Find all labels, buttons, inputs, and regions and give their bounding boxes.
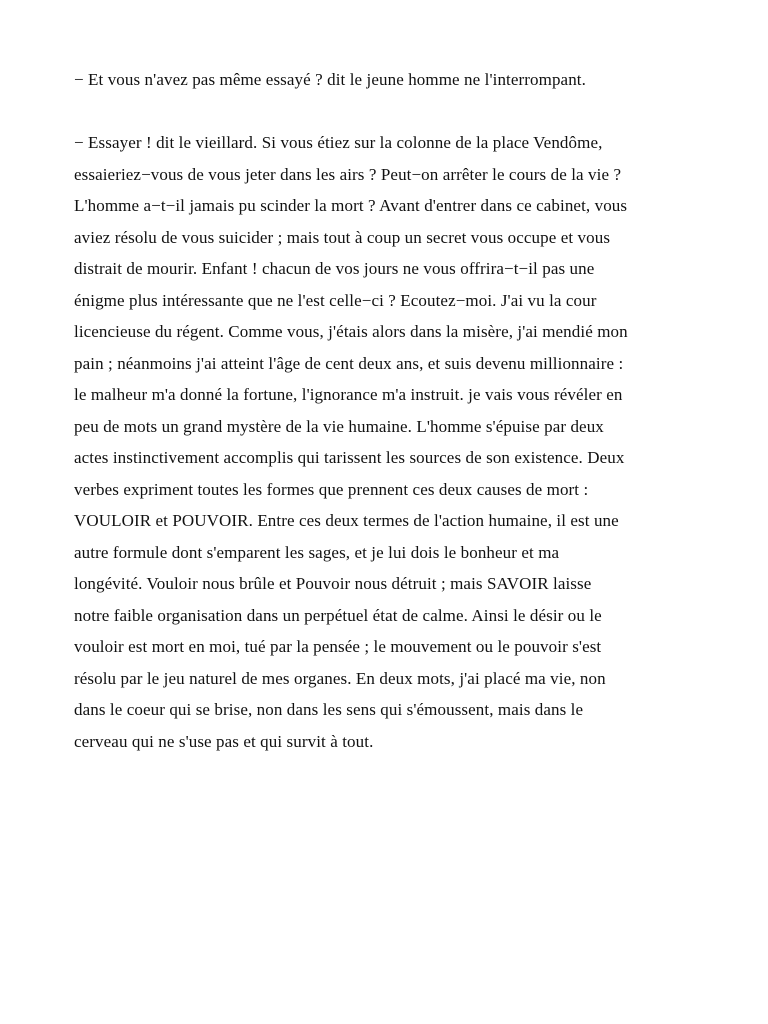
text-line: licencieuse du régent. Comme vous, j'étais alors dans la misère, j'ai mendié mon (74, 322, 628, 341)
text-line: L'homme a−t−il jamais pu scinder la mort ? Avant d'entrer dans ce cabinet, vous (74, 196, 628, 215)
text-line: longévité. Vouloir nous brûle et Pouvoir nous détruit ; mais SAVOIR laisse (74, 574, 592, 593)
text-line: actes instinctivement accomplis qui tarissent les sources de son existence. Deux (74, 448, 625, 467)
text-line: verbes expriment toutes les formes que prennent ces deux causes de mort : (74, 479, 589, 499)
text-line: aviez résolu de vous suicider ; mais tout à coup un secret vous occupe et vous (74, 227, 611, 247)
text-line: essaieriez−vous de vous jeter dans les airs ? Peut−on arrêter le cours de la vie ? (74, 164, 622, 184)
text-line: distrait de mourir. Enfant ! chacun de vos jours ne vous offrira−t−il pas une (74, 259, 595, 278)
paragraph-dialogue-question (74, 64, 714, 96)
paragraph-old-man-reply (74, 127, 714, 757)
paragraph-gap (74, 96, 714, 128)
text-line: le malheur m'a donné la fortune, l'ignorance m'a instruit. je vais vous révéler en (74, 385, 623, 404)
text-line: peu de mots un grand mystère de la vie humaine. L'homme s'épuise par deux (74, 416, 604, 436)
text-line: énigme plus intéressante que ne l'est celle−ci ? Ecoutez−moi. J'ai vu la cour (74, 290, 597, 310)
text-line: résolu par le jeu naturel de mes organes. En deux mots, j'ai placé ma vie, non (74, 668, 606, 688)
text-line: dans le coeur qui se brise, non dans les sens qui s'émoussent, mais dans le (74, 700, 584, 719)
text-line: − Essayer ! dit le vieillard. Si vous étiez sur la colonne de la place Vendôme, (74, 133, 603, 152)
text-line: pain ; néanmoins j'ai atteint l'âge de cent deux ans, et suis devenu millionnaire : (74, 353, 624, 373)
text-line: autre formule dont s'emparent les sages, et je lui dois le bonheur et ma (74, 542, 560, 562)
text-line: vouloir est mort en moi, tué par la pensée ; le mouvement ou le pouvoir s'est (74, 637, 602, 656)
text-line: notre faible organisation dans un perpétuel état de calme. Ainsi le désir ou le (74, 605, 602, 625)
text-line: − Et vous n'avez pas même essayé ? dit le jeune homme ne l'interrompant. (74, 70, 586, 89)
document-body (74, 64, 714, 757)
text-line: VOULOIR et POUVOIR. Entre ces deux termes de l'action humaine, il est une (74, 511, 619, 530)
text-line: cerveau qui ne s'use pas et qui survit à tout. (74, 731, 374, 751)
